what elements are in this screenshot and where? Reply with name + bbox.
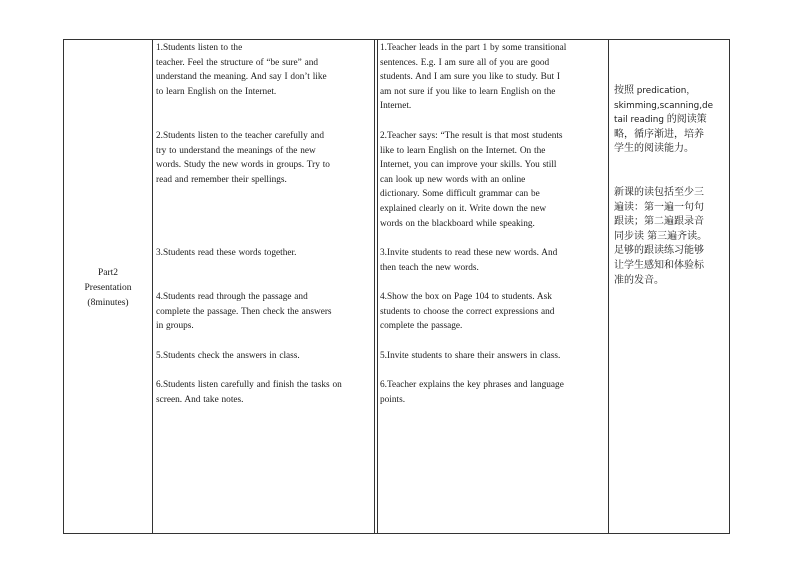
teacher-activity-text: 3.Invite students to read these new words. And then teach the new words. bbox=[380, 248, 558, 273]
student-activity-3 bbox=[156, 246, 371, 261]
design-text: skimming,scanning,de bbox=[614, 100, 714, 111]
design-intent-cell bbox=[614, 84, 724, 288]
design-text: 按照 bbox=[614, 85, 634, 96]
lesson-plan-table bbox=[63, 39, 730, 534]
design-intent-paragraph-1 bbox=[614, 84, 724, 157]
student-activity-4 bbox=[156, 290, 371, 334]
stage-part: Part2 bbox=[97, 268, 119, 278]
design-text: 略，循序渐进，培养 学生的阅读能力。 bbox=[614, 128, 704, 155]
teacher-activity-4 bbox=[380, 290, 606, 334]
teacher-activity-text: 6.Teacher explains the key phrases and language points. bbox=[380, 380, 564, 405]
stage-cell bbox=[64, 266, 152, 311]
teacher-activity-5 bbox=[380, 349, 606, 364]
design-text: tail reading bbox=[614, 115, 667, 126]
teacher-activity-2 bbox=[380, 129, 606, 231]
teacher-activity-3 bbox=[380, 246, 606, 275]
student-activity-text: 3.Students read these words together. bbox=[156, 248, 297, 258]
column-divider bbox=[152, 40, 153, 533]
teacher-activity-text: 1.Teacher leads in the part 1 by some transitional sentences. E.g. I am sure all of you are good students. And I am sure you like to study. But I am not sure if you like to learn English on the Internet. bbox=[380, 43, 567, 112]
student-activity-text: 6.Students listen carefully and finish the tasks on screen. And take notes. bbox=[156, 380, 342, 405]
student-activity-text: 5.Students check the answers in class. bbox=[156, 351, 300, 361]
design-intent-paragraph-2: 新课的读包括至少三 遍读：第一遍一句句 跟读；第二遍跟录音 同步读 第三遍齐读。 足够的跟读练习能够 让学生感知和体验标 准的发音。 bbox=[614, 186, 708, 286]
teacher-activity-6 bbox=[380, 378, 606, 407]
teacher-activity-1 bbox=[380, 41, 606, 114]
student-activity-1 bbox=[156, 41, 371, 99]
stage-duration: (8minutes) bbox=[87, 298, 129, 308]
column-divider bbox=[608, 40, 609, 533]
student-activity-text: 1.Students listen to the teacher. Feel the structure of “be sure” and understand the meaning. And say I don’t like to learn English on the Internet. bbox=[156, 43, 327, 97]
teacher-activity-text: 2.Teacher says: “The result is that most students like to learn English on the Internet. On the Internet, you can improve your skills. You still can look up new words with an online dictionary. Some difficult grammar can be explained clearly on it. Write down the new words on the blackboard while speaking. bbox=[380, 131, 563, 229]
student-activity-5 bbox=[156, 349, 371, 364]
student-activity-text: 4.Students read through the passage and complete the passage. Then check the answers in groups. bbox=[156, 292, 332, 332]
student-activity-2 bbox=[156, 129, 371, 187]
teacher-activity-text: 4.Show the box on Page 104 to students. Ask students to choose the correct expressions and complete the passage. bbox=[380, 292, 555, 332]
student-activity-6 bbox=[156, 378, 371, 407]
teacher-activity-text: 5.Invite students to share their answers in class. bbox=[380, 351, 561, 361]
column-divider-double bbox=[374, 40, 378, 533]
stage-name: Presentation bbox=[84, 283, 132, 293]
student-activity-text: 2.Students listen to the teacher carefully and try to understand the meanings of the new words. Study the new words in groups. Try to read and remember their spellings. bbox=[156, 131, 330, 185]
design-text: predication， bbox=[634, 86, 696, 96]
design-text: 的阅读策 bbox=[666, 114, 707, 126]
